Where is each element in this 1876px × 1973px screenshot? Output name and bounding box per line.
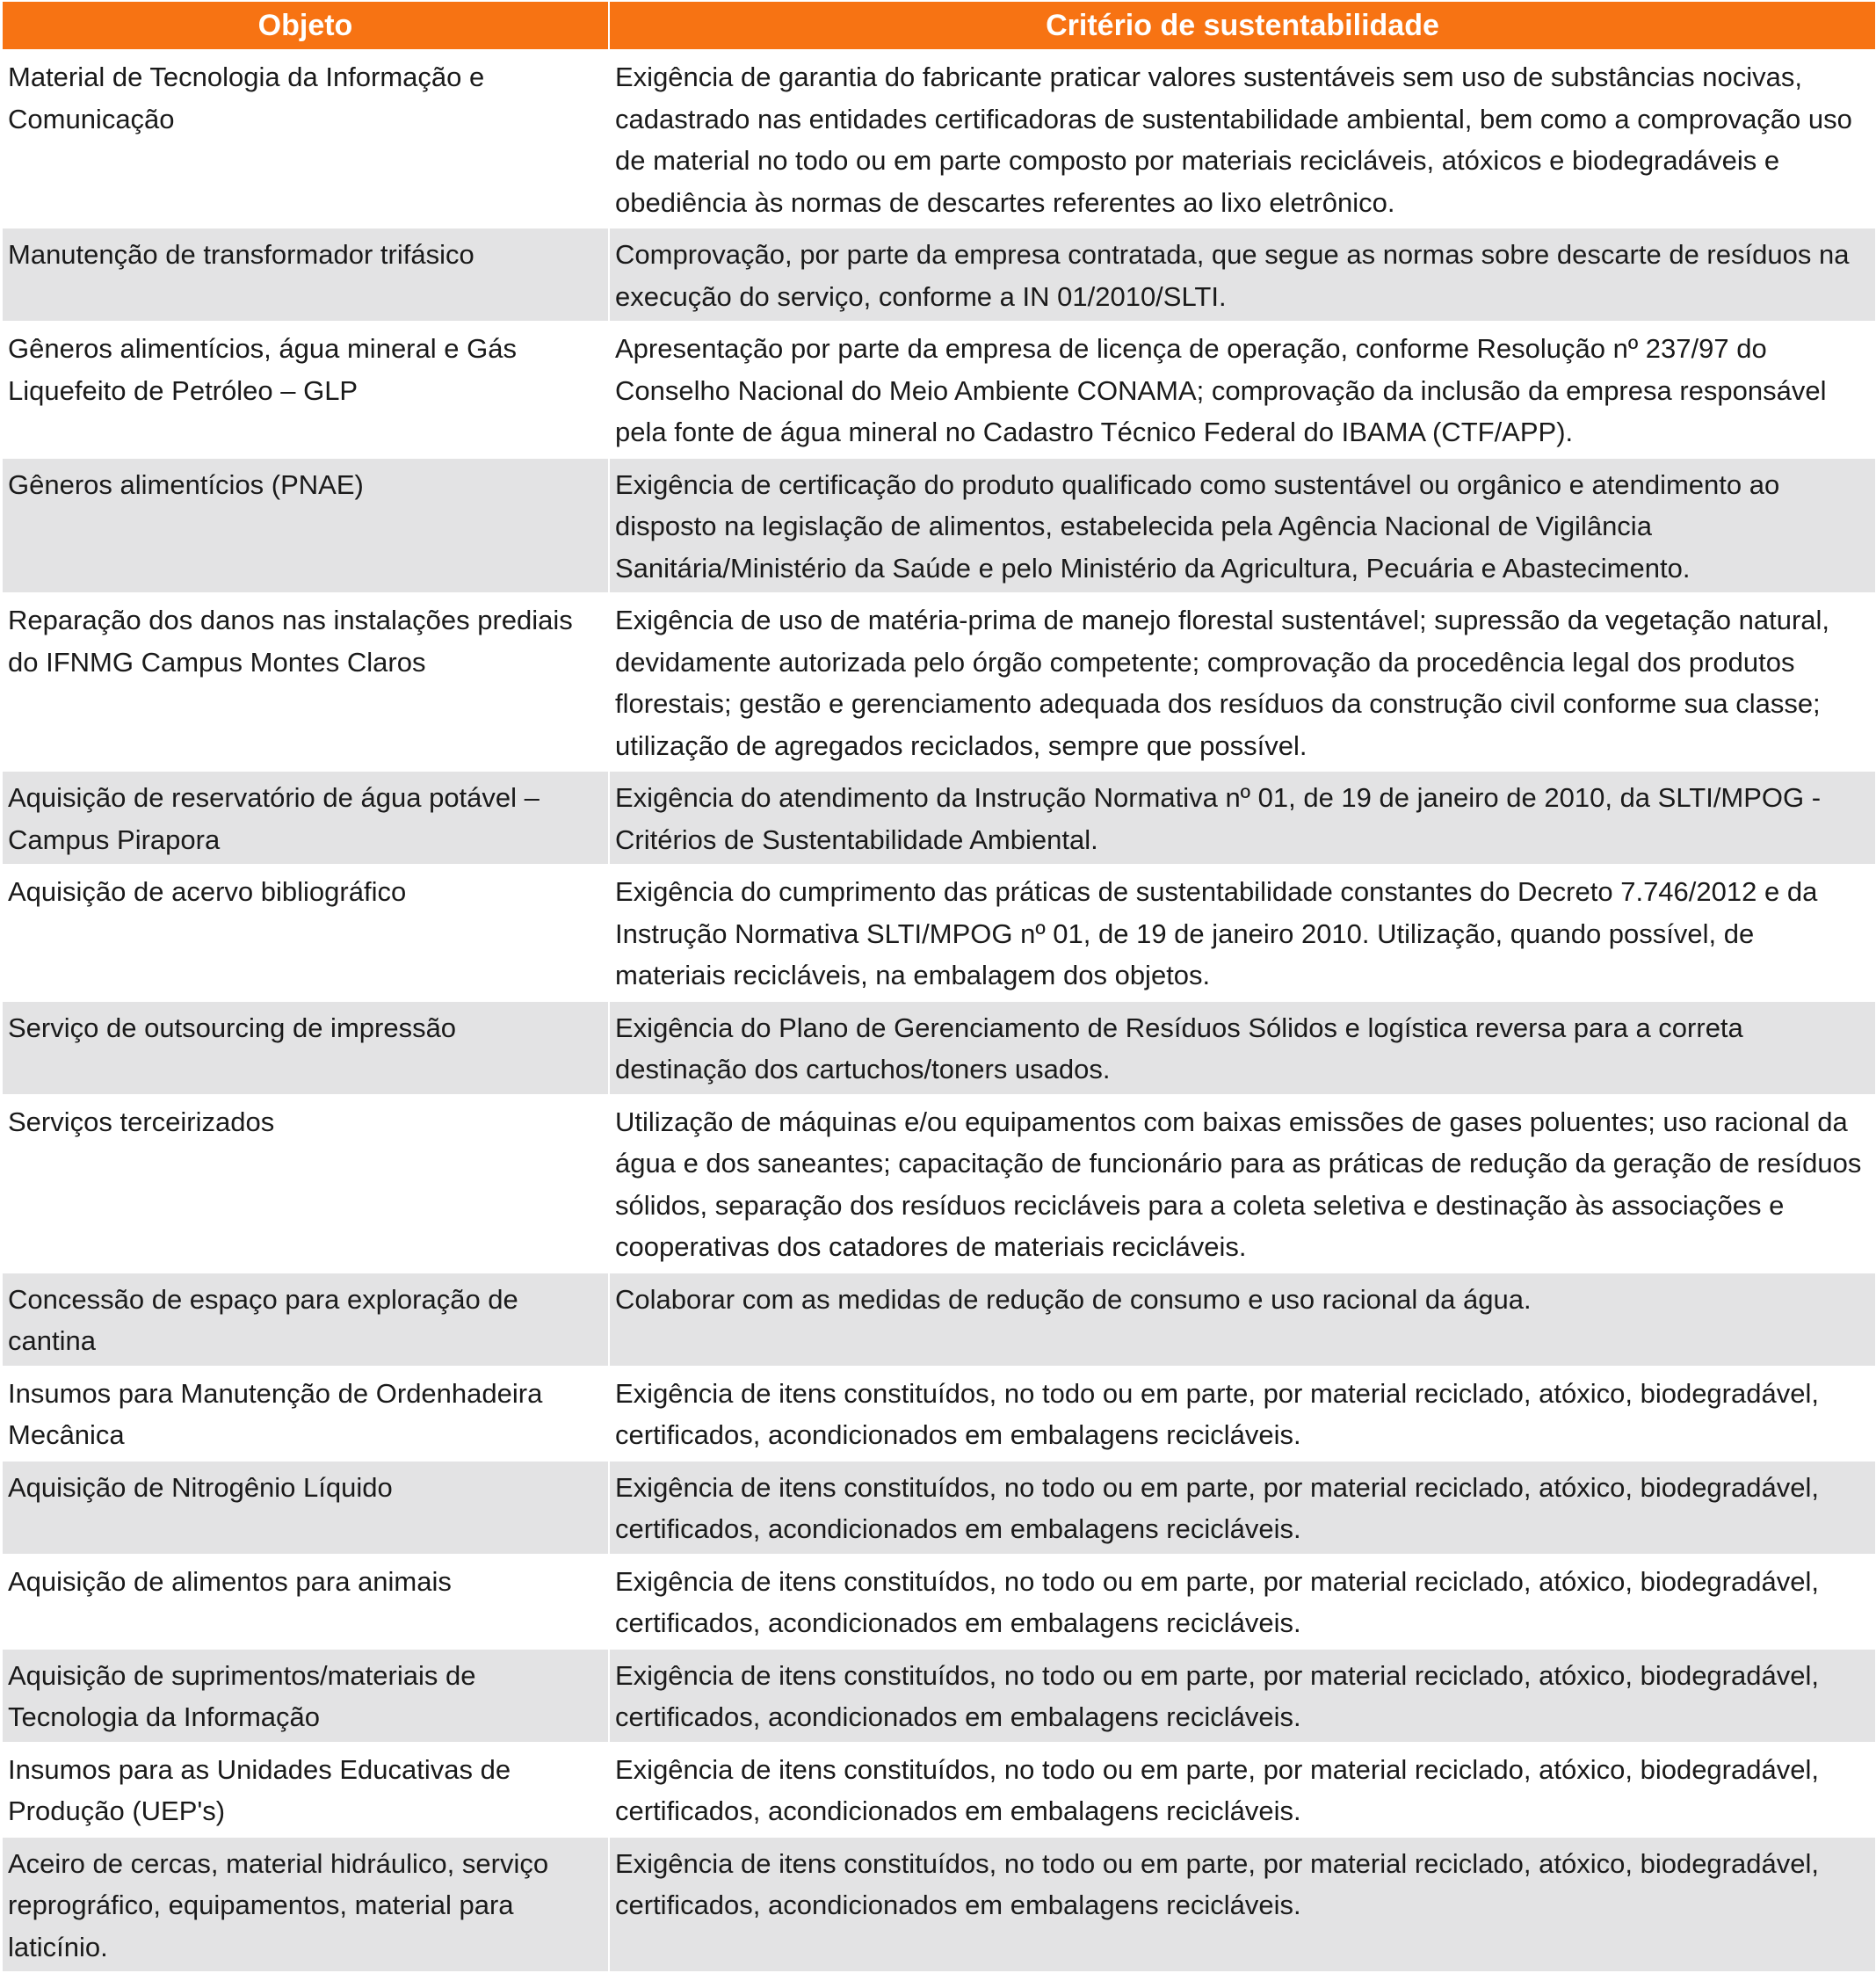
objeto-cell: Aquisição de reservatório de água potável – Campus Pirapora (2, 771, 609, 865)
table-body (2, 50, 1876, 1972)
header-objeto: Objeto (2, 1, 609, 50)
objeto-cell: Aquisição de acervo bibliográfico (2, 865, 609, 1001)
table-row (2, 771, 1876, 865)
table-header (2, 1, 1876, 50)
table-row (2, 1273, 1876, 1367)
criterio-cell: Exigência de itens constituídos, no todo ou em parte, por material reciclado, atóxico, biodegradável, certificados, acondicionados em embalagens recicláveis. (609, 1837, 1876, 1973)
criterio-cell: Colaborar com as medidas de redução de consumo e uso racional da água. (609, 1273, 1876, 1367)
criterio-cell: Apresentação por parte da empresa de licença de operação, conforme Resolução nº 237/97 do Conselho Nacional do Meio Ambiente CONAMA; comprovação da inclusão da empresa responsável pela fonte de água mineral no Cadastro Técnico Federal do IBAMA (CTF/APP). (609, 322, 1876, 458)
objeto-cell: Gêneros alimentícios, água mineral e Gás Liquefeito de Petróleo – GLP (2, 322, 609, 458)
table-row (2, 1555, 1876, 1649)
criterio-cell: Exigência de itens constituídos, no todo ou em parte, por material reciclado, atóxico, biodegradável, certificados, acondicionados em embalagens recicláveis. (609, 1555, 1876, 1649)
objeto-cell: Insumos para as Unidades Educativas de Produção (UEP's) (2, 1743, 609, 1837)
objeto-cell: Aquisição de alimentos para animais (2, 1555, 609, 1649)
table-row (2, 865, 1876, 1001)
criterio-cell: Exigência de itens constituídos, no todo ou em parte, por material reciclado, atóxico, biodegradável, certificados, acondicionados em embalagens recicláveis. (609, 1461, 1876, 1555)
table-row (2, 458, 1876, 594)
criterio-cell: Exigência de itens constituídos, no todo ou em parte, por material reciclado, atóxico, biodegradável, certificados, acondicionados em embalagens recicláveis. (609, 1649, 1876, 1743)
criterio-cell: Exigência de uso de matéria-prima de manejo florestal sustentável; supressão da vegetação natural, devidamente autorizada pelo órgão competente; comprovação da procedência legal dos produtos florestais; gestão e gerenciamento adequada dos resíduos da construção civil conforme sua classe; utilização de agregados reciclados, sempre que possível. (609, 593, 1876, 771)
table-row (2, 593, 1876, 771)
objeto-cell: Insumos para Manutenção de Ordenhadeira Mecânica (2, 1367, 609, 1461)
objeto-cell: Serviços terceirizados (2, 1095, 609, 1273)
criterio-cell: Exigência do atendimento da Instrução Normativa nº 01, de 19 de janeiro de 2010, da SLTI/MPOG - Critérios de Sustentabilidade Ambiental. (609, 771, 1876, 865)
table-row (2, 50, 1876, 228)
header-row (2, 1, 1876, 50)
table-row (2, 1649, 1876, 1743)
objeto-cell: Serviço de outsourcing de impressão (2, 1001, 609, 1095)
criterio-cell: Comprovação, por parte da empresa contratada, que segue as normas sobre descarte de resíduos na execução do serviço, conforme a IN 01/2010/SLTI. (609, 228, 1876, 322)
table-row (2, 1837, 1876, 1973)
objeto-cell: Material de Tecnologia da Informação e Comunicação (2, 50, 609, 228)
table-row (2, 322, 1876, 458)
sustainability-criteria-table (1, 0, 1876, 1973)
table-row (2, 1461, 1876, 1555)
table-row (2, 1095, 1876, 1273)
criterio-cell: Exigência de garantia do fabricante praticar valores sustentáveis sem uso de substâncias nocivas, cadastrado nas entidades certificadoras de sustentabilidade ambiental, bem como a comprovação uso de material no todo ou em parte composto por materiais recicláveis, atóxicos e biodegradáveis e obediência às normas de descartes referentes ao lixo eletrônico. (609, 50, 1876, 228)
criterio-cell: Exigência do cumprimento das práticas de sustentabilidade constantes do Decreto 7.746/2012 e da Instrução Normativa SLTI/MPOG nº 01, de 19 de janeiro 2010. Utilização, quando possível, de materiais recicláveis, na embalagem dos objetos. (609, 865, 1876, 1001)
header-criterio: Critério de sustentabilidade (609, 1, 1876, 50)
objeto-cell: Aquisição de suprimentos/materiais de Tecnologia da Informação (2, 1649, 609, 1743)
criterio-cell: Exigência de certificação do produto qualificado como sustentável ou orgânico e atendimento ao disposto na legislação de alimentos, estabelecida pela Agência Nacional de Vigilância Sanitária/Ministério da Saúde e pelo Ministério da Agricultura, Pecuária e Abastecimento. (609, 458, 1876, 594)
criterio-cell: Exigência de itens constituídos, no todo ou em parte, por material reciclado, atóxico, biodegradável, certificados, acondicionados em embalagens recicláveis. (609, 1367, 1876, 1461)
criterio-cell: Utilização de máquinas e/ou equipamentos com baixas emissões de gases poluentes; uso racional da água e dos saneantes; capacitação de funcionário para as práticas de redução da geração de resíduos sólidos, separação dos resíduos recicláveis para a coleta seletiva e destinação às associações e cooperativas dos catadores de materiais recicláveis. (609, 1095, 1876, 1273)
criterio-cell: Exigência de itens constituídos, no todo ou em parte, por material reciclado, atóxico, biodegradável, certificados, acondicionados em embalagens recicláveis. (609, 1743, 1876, 1837)
criterio-cell: Exigência do Plano de Gerenciamento de Resíduos Sólidos e logística reversa para a correta destinação dos cartuchos/toners usados. (609, 1001, 1876, 1095)
table-row (2, 228, 1876, 322)
table-row (2, 1001, 1876, 1095)
objeto-cell: Concessão de espaço para exploração de cantina (2, 1273, 609, 1367)
objeto-cell: Reparação dos danos nas instalações prediais do IFNMG Campus Montes Claros (2, 593, 609, 771)
objeto-cell: Aquisição de Nitrogênio Líquido (2, 1461, 609, 1555)
objeto-cell: Gêneros alimentícios (PNAE) (2, 458, 609, 594)
table-row (2, 1367, 1876, 1461)
objeto-cell: Manutenção de transformador trifásico (2, 228, 609, 322)
objeto-cell: Aceiro de cercas, material hidráulico, serviço reprográfico, equipamentos, material para laticínio. (2, 1837, 609, 1973)
table-row (2, 1743, 1876, 1837)
